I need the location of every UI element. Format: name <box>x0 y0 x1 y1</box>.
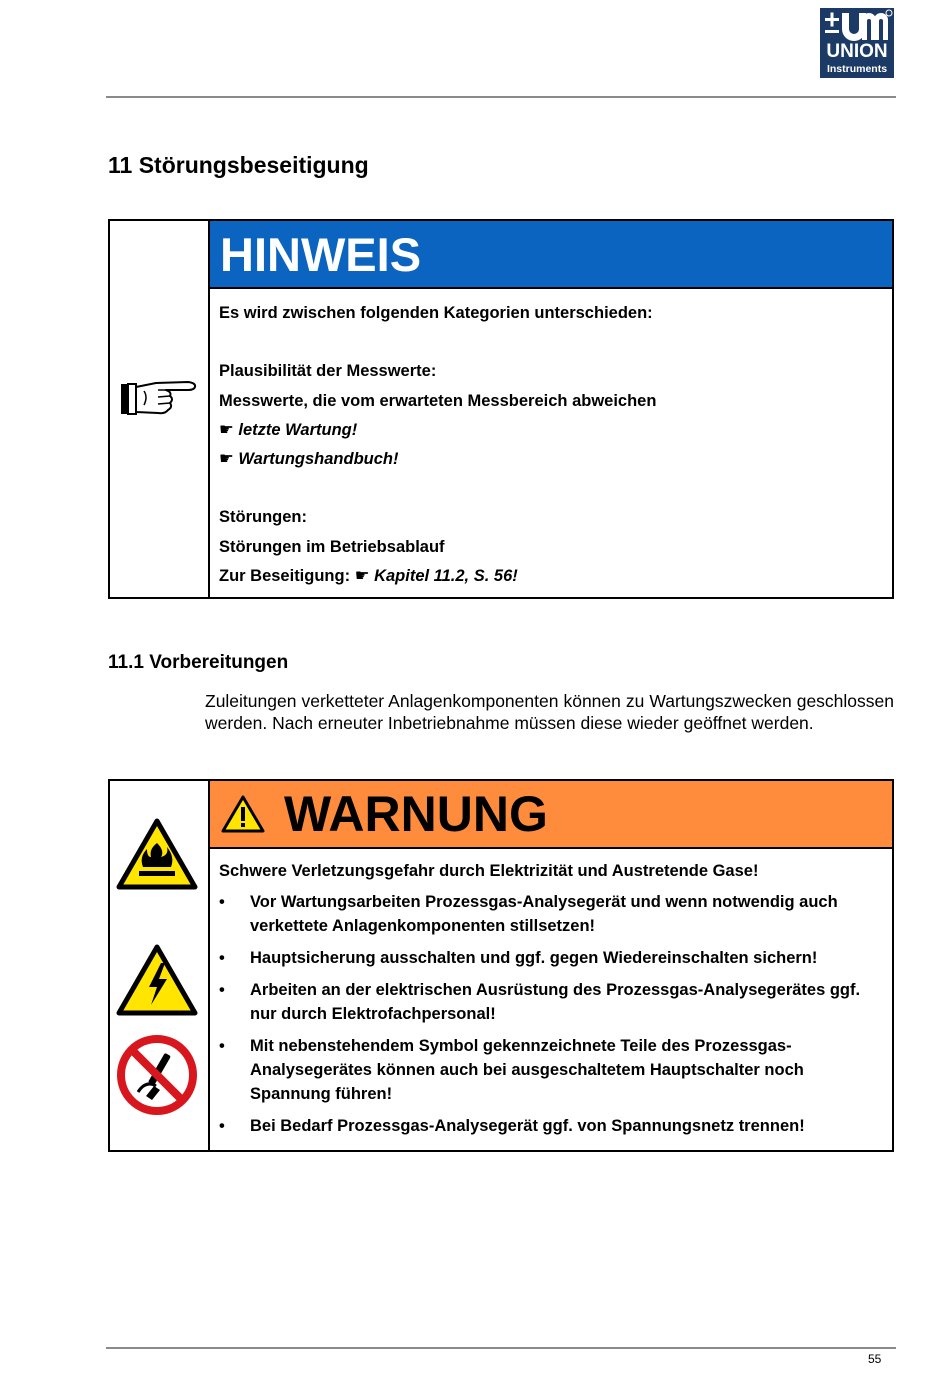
warnung-box <box>108 779 894 1152</box>
category-plausibility-desc: Messwerte, die vom erwarteten Messbereich abweichen <box>219 391 657 410</box>
bullet-icon: • <box>219 893 225 911</box>
warnung-lead: Schwere Verletzungsgefahr durch Elektrizität und Austretende Gase! <box>219 862 759 880</box>
category-plausibility-title: Plausibilität der Messwerte: <box>219 362 437 381</box>
intro-paragraph: Zuleitungen verketteter Anlagenkomponenten können zu Wartungszwecken geschlossen werden. Nach erneuter Inbetriebnahme müssen diese wieder geöffnet werden. <box>205 691 894 733</box>
pointer-hand-icon: ☛ <box>219 420 234 439</box>
union-logo-mark-icon <box>820 8 894 44</box>
hinweis-icon-column <box>110 221 210 597</box>
warnung-body <box>210 849 892 1138</box>
category-faults-title: Störungen: <box>219 508 307 527</box>
section-title: 11 Störungsbeseitigung <box>108 152 369 178</box>
list-item: • Vor Wartungsarbeiten Prozessgas-Analysegerät und wenn notwendig auch verkettete Anlagenkomponenten stillsetzen! <box>219 890 888 938</box>
list-item: • Hauptsicherung ausschalten und ggf. gegen Wiedereinschalten sichern! <box>219 946 888 970</box>
reference-maintenance-manual <box>219 445 884 474</box>
bullet-icon: • <box>219 1037 225 1055</box>
page-number: 55 <box>868 1352 882 1366</box>
footer-divider <box>106 1347 896 1349</box>
list-item: • Arbeiten an der elektrischen Ausrüstung des Prozessgas-Analysegerätes ggf. nur durch Elektrofachpersonal! <box>219 978 888 1026</box>
list-item: • Bei Bedarf Prozessgas-Analysegerät ggf. von Spannungsnetz trennen! <box>219 1114 888 1138</box>
warnung-banner <box>210 781 892 849</box>
hinweis-body <box>210 289 892 591</box>
hinweis-banner: HINWEIS <box>210 221 892 289</box>
fix-label: Zur Beseitigung: <box>219 567 351 586</box>
logo-brand-text: UNION <box>826 41 888 62</box>
list-item: • Mit nebenstehendem Symbol gekennzeichnete Teile des Prozessgas-Analysegerätes können auch bei ausgeschaltetem Hauptschalter noch Spannung führen! <box>219 1034 888 1106</box>
header-divider <box>106 96 896 98</box>
flammable-warning-icon <box>115 817 199 891</box>
warning-triangle-icon <box>220 794 266 834</box>
warnung-icon-column <box>110 781 210 1150</box>
category-faults-desc: Störungen im Betriebsablauf <box>219 537 445 556</box>
reference-last-maintenance-text: letzte Wartung! <box>238 420 358 439</box>
pointer-hand-icon: ☛ <box>354 567 370 586</box>
warnung-title: WARNUNG <box>284 786 548 842</box>
pointer-hand-icon: ☛ <box>219 450 234 469</box>
union-instruments-logo <box>820 8 894 78</box>
bullet-icon: • <box>219 1117 225 1135</box>
warnung-list <box>219 890 888 1138</box>
logo-sub-text: Instruments <box>826 63 888 75</box>
bullet-icon: • <box>219 949 225 967</box>
fix-reference <box>219 562 884 591</box>
bullet-icon: • <box>219 981 225 999</box>
hinweis-box <box>108 219 894 599</box>
hinweis-intro: Es wird zwischen folgenden Kategorien unterschieden: <box>219 304 653 322</box>
subsection-title: 11.1 Vorbereitungen <box>108 652 289 673</box>
electrical-warning-icon <box>115 943 199 1017</box>
fix-reference-link[interactable]: Kapitel 11.2, S. 56! <box>374 567 518 586</box>
do-not-switch-icon <box>116 1034 198 1116</box>
reference-maintenance-manual-text: Wartungshandbuch! <box>238 450 399 469</box>
pointing-hand-icon <box>118 377 200 421</box>
reference-last-maintenance <box>219 416 884 445</box>
